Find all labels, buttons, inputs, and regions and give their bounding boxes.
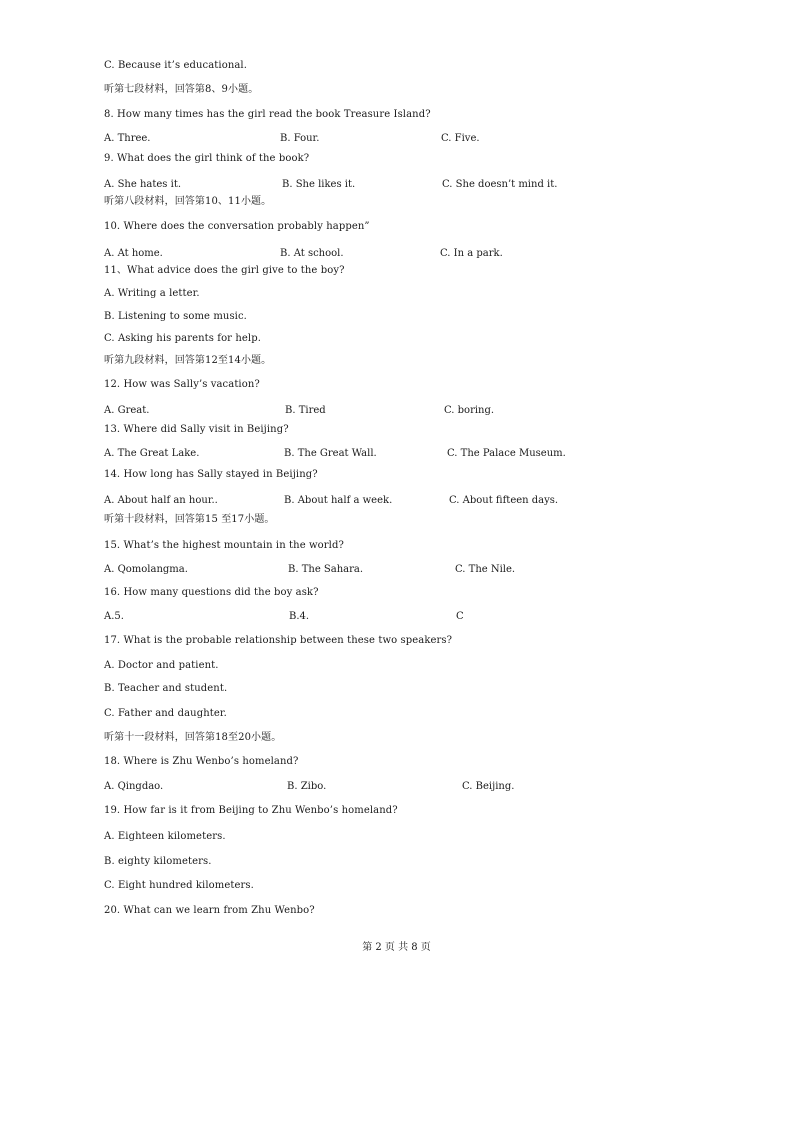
question-10: 10. Where does the conversation probably happen” (104, 221, 370, 232)
q14-option-c: C. About fifteen days. (449, 495, 559, 506)
q12-option-c: C. boring. (444, 405, 495, 416)
q13-option-b: B. The Great Wall. (284, 448, 377, 459)
q17-option-c: C. Father and daughter. (104, 708, 227, 719)
q19-option-a: A. Eighteen kilometers. (104, 831, 226, 842)
q12-option-b: B. Tired (285, 405, 326, 416)
q13-option-a: A. The Great Lake. (104, 448, 200, 459)
q10-option-a: A. At home. (104, 248, 163, 259)
page-number-footer: 第 2 页 共 8 页 (362, 942, 431, 953)
q8-option-b: B. Four. (280, 133, 320, 144)
q14-option-a: A. About half an hour.. (104, 495, 218, 506)
q13-option-c: C. The Palace Museum. (447, 448, 566, 459)
question-14: 14. How long has Sally stayed in Beijing? (104, 469, 318, 480)
q17-option-b: B. Teacher and student. (104, 683, 228, 694)
question-17: 17. What is the probable relationship between these two speakers? (104, 635, 453, 646)
q14-option-b: B. About half a week. (284, 495, 393, 506)
q16-option-c: C (456, 611, 464, 622)
q9-option-c: C. She doesn’t mind it. (442, 179, 558, 190)
q15-option-c: C. The Nile. (455, 564, 516, 575)
section-instruction: 听第八段材料，回答第10、11小题。 (104, 196, 272, 207)
q12-option-a: A. Great. (104, 405, 150, 416)
section-instruction: 听第十段材料，回答第15 至17小题。 (104, 514, 275, 525)
q19-option-b: B. eighty kilometers. (104, 856, 212, 867)
q16-option-a: A.5. (104, 611, 124, 622)
q10-option-c: C. In a park. (440, 248, 503, 259)
q15-option-b: B. The Sahara. (288, 564, 364, 575)
q8-option-c: C. Five. (441, 133, 480, 144)
section-instruction: 听第九段材料，回答第12至14小题。 (104, 355, 272, 366)
question-12: 12. How was Sally’s vacation? (104, 379, 260, 390)
q19-option-c: C. Eight hundred kilometers. (104, 880, 254, 891)
question-20: 20. What can we learn from Zhu Wenbo? (104, 905, 315, 916)
question-18: 18. Where is Zhu Wenbo’s homeland? (104, 756, 299, 767)
option-line: C. Because it’s educational. (104, 60, 247, 71)
section-instruction: 听第七段材料，回答第8、9小题。 (104, 84, 259, 95)
q8-option-a: A. Three. (104, 133, 151, 144)
question-13: 13. Where did Sally visit in Beijing? (104, 424, 289, 435)
q18-option-b: B. Zibo. (287, 781, 327, 792)
question-19: 19. How far is it from Beijing to Zhu Wenbo’s homeland? (104, 805, 398, 816)
q16-option-b: B.4. (289, 611, 310, 622)
q11-option-a: A. Writing a letter. (104, 288, 200, 299)
question-9: 9. What does the girl think of the book? (104, 153, 310, 164)
q15-option-a: A. Qomolangma. (104, 564, 188, 575)
question-16: 16. How many questions did the boy ask? (104, 587, 319, 598)
q9-option-a: A. She hates it. (104, 179, 182, 190)
q11-option-b: B. Listening to some music. (104, 311, 247, 322)
q18-option-c: C. Beijing. (462, 781, 515, 792)
q10-option-b: B. At school. (280, 248, 344, 259)
q11-option-c: C. Asking his parents for help. (104, 333, 261, 344)
question-8: 8. How many times has the girl read the book Treasure Island? (104, 109, 431, 120)
section-instruction: 听第十一段材料，回答第18至20小题。 (104, 732, 282, 743)
q9-option-b: B. She likes it. (282, 179, 356, 190)
question-15: 15. What’s the highest mountain in the world? (104, 540, 344, 551)
question-11: 11、What advice does the girl give to the boy? (104, 265, 345, 276)
q17-option-a: A. Doctor and patient. (104, 660, 219, 671)
q18-option-a: A. Qingdao. (104, 781, 164, 792)
